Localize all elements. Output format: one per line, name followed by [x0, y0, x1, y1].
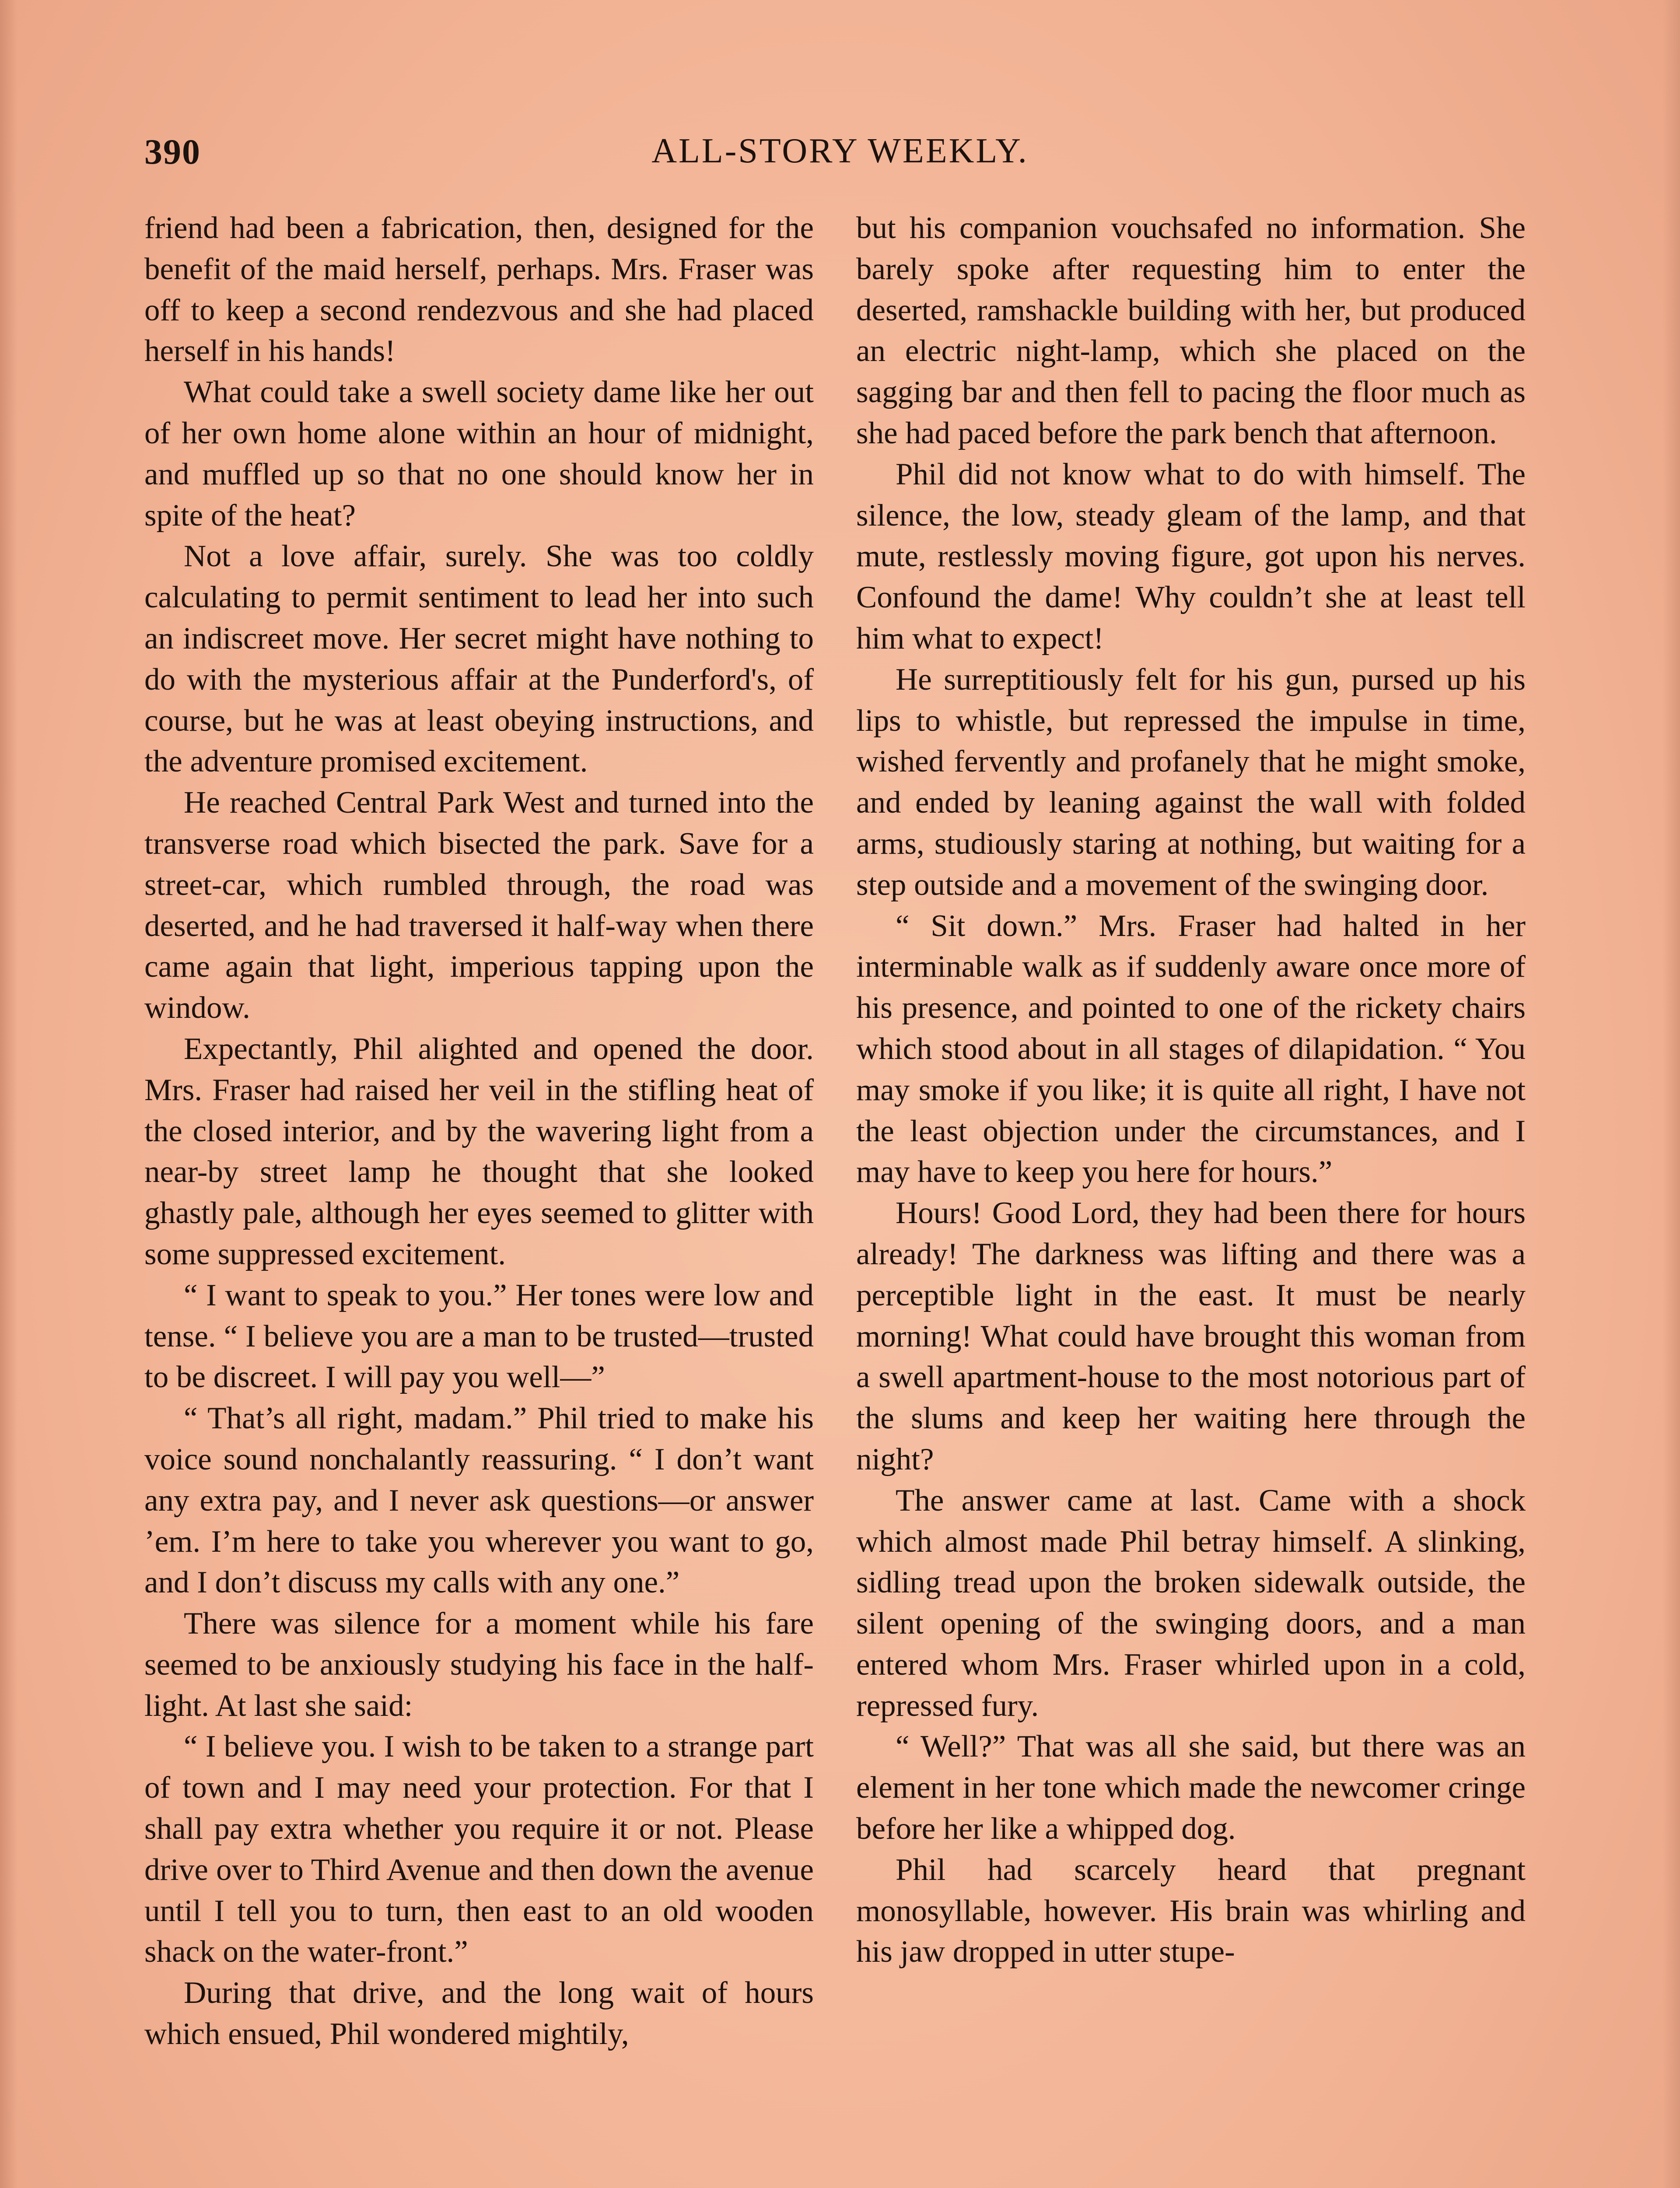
paragraph: “ I want to speak to you.” Her tones were low and tense. “ I believe you are a man to be trusted—trusted to be discreet. I will pay you well—”	[144, 1278, 814, 1395]
text-column-left	[144, 208, 814, 2055]
paragraph: He reached Central Park West and turned into the transverse road which bisected the park. Save for a street-car, which rumbled through, the road was deserted, and he had traversed it half-way when there came again that light, imperious tapping upon the window.	[144, 785, 814, 1025]
paragraph: Hours! Good Lord, they had been there for hours already! The darkness was lifting and there was a perceptible light in the east. It must be nearly morning! What could have brought this woman from a swell apartment-house to the most notorious part of the slums and keep her waiting here through the night?	[856, 1196, 1526, 1476]
paragraph: The answer came at last. Came with a shock which almost made Phil betray himself. A slinking, sidling tread upon the broken sidewalk outside, the silent opening of the swinging doors, and a man entered whom Mrs. Fraser whirled upon in a cold, repressed fury.	[856, 1483, 1526, 1723]
text-column-right	[856, 208, 1526, 1973]
paragraph: “ I believe you. I wish to be taken to a strange part of town and I may need your protection. For that I shall pay extra whether you require it or not. Please drive over to Third Avenue and then down the avenue until I tell you to turn, then east to an old wooden shack on the water-front.”	[144, 1729, 814, 1969]
page-header	[144, 131, 1536, 179]
paragraph: “ Well?” That was all she said, but there was an element in her tone which made the newcomer cringe before her like a whipped dog.	[856, 1729, 1526, 1846]
page-edge-shadow-left	[0, 0, 18, 2188]
paragraph: “ Sit down.” Mrs. Fraser had halted in her interminable walk as if suddenly aware once more of his presence, and pointed to one of the rickety chairs which stood about in all stages of dilapidation. “ You may smoke if you like; it is quite all right, I have not the least objection under the circumstances, and I may have to keep you here for hours.”	[856, 908, 1526, 1189]
paragraph: “ That’s all right, madam.” Phil tried to make his voice sound nonchalantly reassuring. “ I don’t want any extra pay, and I never ask questions—or answer ’em. I’m here to take you wherever you want to go, and I don’t discuss my calls with any one.”	[144, 1401, 814, 1600]
running-title: ALL-STORY WEEKLY.	[651, 132, 1029, 170]
paragraph: friend had been a fabrication, then, designed for the benefit of the maid herself, perhaps. Mrs. Fraser was off to keep a second rendezvous and she had placed herself in his hands!	[144, 211, 814, 368]
paragraph: Expectantly, Phil alighted and opened the door. Mrs. Fraser had raised her veil in the stifling heat of the closed interior, and by the wavering light from a near-by street lamp he thought that she looked ghastly pale, although her eyes seemed to glitter with some suppressed excitement.	[144, 1031, 814, 1271]
page-edge-shadow-right	[1662, 0, 1680, 2188]
paragraph: but his companion vouchsafed no information. She barely spoke after requesting him to enter the deserted, ramshackle building with her, but produced an electric night-lamp, which she placed on the sagging bar and then fell to pacing the floor much as she had paced before the park bench that afternoon.	[856, 211, 1526, 450]
paragraph: Phil had scarcely heard that pregnant monosyllable, however. His brain was whirling and his jaw dropped in utter stupe-	[856, 1852, 1526, 1969]
paragraph: There was silence for a moment while his fare seemed to be anxiously studying his face in the half-light. At last she said:	[144, 1606, 814, 1723]
paragraph: Phil did not know what to do with himself. The silence, the low, steady gleam of the lamp, and that mute, restlessly moving figure, got upon his nerves. Confound the dame! Why couldn’t she at least tell him what to expect!	[856, 457, 1526, 656]
paragraph: What could take a swell society dame like her out of her own home alone within an hour of midnight, and muffled up so that no one should know her in spite of the heat?	[144, 375, 814, 533]
page-number: 390	[144, 132, 201, 172]
paragraph: Not a love affair, surely. She was too coldly calculating to permit sentiment to lead her into such an indiscreet move. Her secret might have nothing to do with the mysterious affair at the Punderford's, of course, but he was at least obeying instructions, and the adventure promised excitement.	[144, 539, 814, 779]
paragraph: He surreptitiously felt for his gun, pursed up his lips to whistle, but repressed the impulse in time, wished fervently and profanely that he might smoke, and ended by leaning against the wall with folded arms, studiously staring at nothing, but waiting for a step outside and a movement of the swinging door.	[856, 662, 1526, 902]
paragraph: During that drive, and the long wait of hours which ensued, Phil wondered mightily,	[144, 1976, 814, 2051]
